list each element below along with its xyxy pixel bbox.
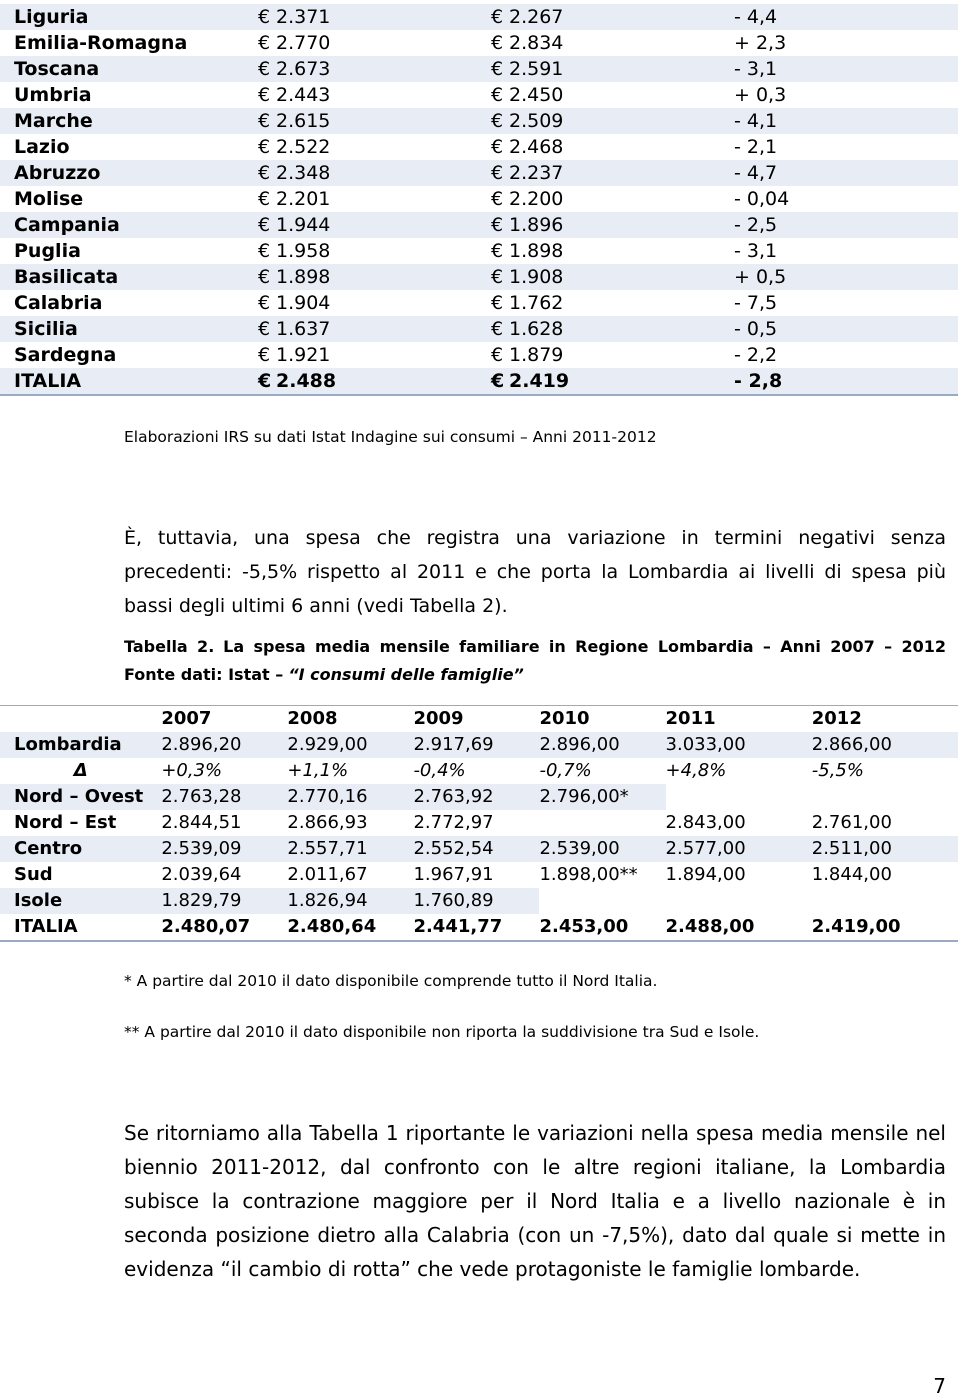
percent-change-value: - 3,1 [734, 240, 778, 262]
euro-symbol: € [491, 214, 504, 236]
spending-value: 1.894,00 [665, 864, 746, 885]
spending-value: 2.763,28 [161, 784, 287, 810]
spending-value: 3.033,00 [666, 732, 812, 758]
header-year: 2008 [287, 706, 413, 733]
spending-value: 2.557,71 [287, 836, 413, 862]
euro-symbol: € [491, 162, 504, 184]
spending-2011-value: 2.488 [276, 370, 337, 392]
spending-value: +0,3% [161, 760, 223, 781]
spending-2012-value: 1.898 [509, 240, 564, 262]
spending-2012 [487, 290, 728, 316]
header-empty-cell [0, 706, 161, 733]
euro-symbol: € [491, 240, 504, 262]
spending-2012 [487, 82, 728, 108]
percent-change [728, 186, 958, 212]
regional-spending-table [0, 4, 958, 396]
region-name: Emilia-Romagna [14, 32, 188, 54]
header-year: 2011 [666, 706, 812, 733]
table-row [0, 56, 958, 82]
spending-value: 2.539,09 [161, 836, 287, 862]
percent-change-value: - 2,2 [734, 344, 778, 366]
region-name: Lombardia [0, 732, 161, 758]
percent-change-value: - 2,5 [734, 214, 778, 236]
spending-value [539, 810, 665, 836]
region-name: Nord – Ovest [0, 784, 161, 810]
spending-value: +4,8% [665, 760, 727, 781]
euro-symbol: € [491, 58, 504, 80]
region-name: Molise [14, 188, 84, 210]
spending-2011-value: 1.921 [276, 344, 331, 366]
spending-value: 2.453,00 [539, 914, 665, 941]
percent-change-value: - 4,7 [734, 162, 778, 184]
euro-symbol: € [258, 318, 271, 340]
euro-symbol: € [491, 84, 504, 106]
spending-2012-value: 2.450 [509, 84, 564, 106]
table-row [0, 758, 958, 784]
spending-2011-value: 2.371 [276, 6, 331, 28]
spending-value: 2.917,69 [413, 732, 539, 758]
spending-2011-value: 1.904 [276, 292, 331, 314]
table-row [0, 862, 958, 888]
percent-change-value: - 0,04 [734, 188, 790, 210]
percent-change [728, 56, 958, 82]
euro-symbol: € [491, 318, 504, 340]
euro-symbol: € [258, 32, 271, 54]
region-name: Puglia [14, 240, 81, 262]
table2-caption-title: La spesa media mensile familiare in Regione Lombardia – Anni 2007 – 2012 Fonte dati: Istat – [124, 637, 946, 684]
spending-2012 [487, 56, 728, 82]
spending-value: 1.844,00 [811, 864, 892, 885]
spending-value: -0,7% [539, 760, 592, 781]
table2-caption-label: Tabella 2. [124, 637, 215, 656]
euro-symbol: € [491, 6, 504, 28]
region-name: Toscana [0, 56, 246, 82]
percent-change [728, 342, 958, 368]
table-row [0, 784, 958, 810]
spending-2011 [246, 82, 487, 108]
region-name: Liguria [0, 4, 246, 30]
table2-caption [124, 633, 946, 689]
spending-2012-value: 2.419 [509, 370, 570, 392]
euro-symbol: € [491, 136, 504, 158]
euro-symbol: € [258, 6, 271, 28]
spending-2012-value: 2.267 [509, 6, 564, 28]
spending-value [812, 784, 958, 810]
spending-value: 2.488,00 [666, 914, 812, 941]
table-total-row [0, 368, 958, 395]
spending-value: 1.760,89 [413, 888, 539, 914]
spending-value: 2.772,97 [413, 812, 494, 833]
spending-value: 2.441,77 [413, 914, 539, 941]
spending-value: 2.896,00 [539, 732, 665, 758]
spending-2012-value: 1.896 [509, 214, 564, 236]
percent-change [728, 212, 958, 238]
spending-2011-value: 1.898 [276, 266, 331, 288]
region-name: Calabria [14, 292, 103, 314]
spending-value: 2.039,64 [161, 864, 242, 885]
region-name: Umbria [14, 84, 92, 106]
euro-symbol: € [258, 188, 271, 210]
percent-change-value: - 4,1 [734, 110, 778, 132]
spending-2011 [246, 342, 487, 368]
spending-value [812, 888, 958, 914]
spending-2011-value: 1.944 [276, 214, 331, 236]
table-row [0, 160, 958, 186]
header-year: 2010 [539, 706, 665, 733]
spending-2012-value: 2.509 [509, 110, 564, 132]
paragraph-spending-decline: È, tuttavia, una spesa che registra una variazione in termini negativi senza precedenti: -5,5% rispetto al 2011 e che porta la Lombardia ai livelli di spesa più bassi degli ultimi 6 anni (vedi Tabella 2). [124, 527, 946, 617]
region-name: Δ [73, 760, 88, 781]
euro-symbol: € [258, 292, 271, 314]
spending-2011-value: 2.673 [276, 58, 331, 80]
spending-value: 2.763,92 [413, 784, 539, 810]
spending-2011 [246, 108, 487, 134]
spending-2011 [246, 238, 487, 264]
euro-symbol: € [491, 110, 504, 132]
spending-value: 2.011,67 [287, 864, 368, 885]
header-year: 2012 [812, 706, 958, 733]
euro-symbol: € [258, 344, 271, 366]
euro-symbol: € [258, 162, 271, 184]
spending-2012 [487, 134, 728, 160]
percent-change [728, 82, 958, 108]
euro-symbol: € [258, 110, 271, 132]
percent-change [728, 264, 958, 290]
table-row [0, 342, 958, 368]
spending-value: 2.511,00 [812, 836, 958, 862]
spending-2012 [487, 4, 728, 30]
euro-symbol: € [491, 32, 504, 54]
table-row [0, 810, 958, 836]
spending-value: -5,5% [811, 760, 864, 781]
spending-2012 [487, 342, 728, 368]
table-row [0, 30, 958, 56]
footnote-sud-isole: ** A partire dal 2010 il dato disponibile non riporta la suddivisione tra Sud e Isole. [124, 1023, 760, 1041]
percent-change [728, 160, 958, 186]
spending-2011 [246, 212, 487, 238]
region-name: Nord – Est [14, 812, 117, 833]
spending-2011 [246, 368, 487, 395]
page-number: 7 [933, 1374, 946, 1398]
euro-symbol: € [258, 84, 271, 106]
spending-2012 [487, 264, 728, 290]
spending-2012-value: 2.591 [509, 58, 564, 80]
euro-symbol: € [258, 58, 271, 80]
spending-2012 [487, 186, 728, 212]
spending-2012-value: 1.628 [509, 318, 564, 340]
spending-2012-value: 1.879 [509, 344, 564, 366]
spending-value: 2.929,00 [287, 732, 413, 758]
spending-value: 2.577,00 [666, 836, 812, 862]
spending-value: 1.829,79 [161, 888, 287, 914]
region-name: Campania [0, 212, 246, 238]
spending-value: +1,1% [287, 760, 349, 781]
region-name: Sicilia [0, 316, 246, 342]
spending-value: 2.419,00 [812, 914, 958, 941]
spending-value: 2.480,64 [287, 914, 413, 941]
spending-value: 1.898,00** [539, 864, 638, 885]
spending-2012 [487, 316, 728, 342]
spending-2012 [487, 30, 728, 56]
table-row [0, 4, 958, 30]
spending-value: 2.866,00 [812, 732, 958, 758]
spending-value: -0,4% [413, 760, 466, 781]
region-name: Sardegna [14, 344, 117, 366]
percent-change [728, 316, 958, 342]
table-total-row [0, 914, 958, 941]
spending-2012-value: 2.834 [509, 32, 564, 54]
table-row [0, 264, 958, 290]
spending-2011-value: 1.637 [276, 318, 331, 340]
spending-2011-value: 2.770 [276, 32, 331, 54]
region-name: Sud [14, 864, 53, 885]
table-row [0, 108, 958, 134]
table-row [0, 212, 958, 238]
percent-change [728, 238, 958, 264]
euro-symbol: € [258, 240, 271, 262]
paragraph-comparison: Se ritorniamo alla Tabella 1 riportante le variazioni nella spesa media mensile nel biennio 2011-2012, dal confronto con le altre regioni italiane, la Lombardia subisce la contrazione maggiore per il Nord Italia e a livello nazionale è in seconda posizione dietro alla Calabria (con un -7,5%), dato dal quale si mette in evidenza “il cambio di rotta” che vede protagoniste le famiglie lombarde. [124, 1121, 946, 1281]
spending-2011 [246, 4, 487, 30]
percent-change-value: + 0,5 [734, 266, 787, 288]
spending-2011-value: 2.615 [276, 110, 331, 132]
spending-value [666, 888, 812, 914]
region-name: ITALIA [0, 368, 246, 395]
euro-symbol: € [491, 266, 504, 288]
table-row [0, 82, 958, 108]
region-name: Centro [0, 836, 161, 862]
spending-value: 2.796,00* [539, 784, 665, 810]
spending-2012 [487, 368, 728, 395]
header-year: 2007 [161, 706, 287, 733]
percent-change [728, 108, 958, 134]
spending-value: 2.480,07 [161, 914, 287, 941]
percent-change [728, 368, 958, 395]
table-row [0, 290, 958, 316]
spending-2011 [246, 290, 487, 316]
region-name: Abruzzo [0, 160, 246, 186]
spending-2012-value: 2.200 [509, 188, 564, 210]
spending-value: 2.896,20 [161, 732, 287, 758]
spending-2011 [246, 56, 487, 82]
spending-2012 [487, 108, 728, 134]
table1-source-caption: Elaborazioni IRS su dati Istat Indagine sui consumi – Anni 2011-2012 [124, 428, 657, 446]
region-name: Basilicata [0, 264, 246, 290]
table-row [0, 186, 958, 212]
spending-value: 2.844,51 [161, 812, 242, 833]
table2-caption-source: “I consumi delle famiglie” [288, 665, 524, 684]
spending-2011 [246, 316, 487, 342]
percent-change [728, 134, 958, 160]
spending-2012-value: 1.762 [509, 292, 564, 314]
region-name: Lazio [14, 136, 70, 158]
spending-value: 2.761,00 [811, 812, 892, 833]
percent-change [728, 290, 958, 316]
percent-change [728, 30, 958, 56]
percent-change-value: - 4,4 [734, 6, 778, 28]
spending-2011-value: 2.201 [276, 188, 331, 210]
table-row [0, 316, 958, 342]
percent-change-value: - 7,5 [734, 292, 778, 314]
region-name: Isole [0, 888, 161, 914]
euro-symbol: € [491, 188, 504, 210]
table-row [0, 836, 958, 862]
footnote-nord: * A partire dal 2010 il dato disponibile comprende tutto il Nord Italia. [124, 972, 658, 990]
spending-value: 1.967,91 [413, 864, 494, 885]
spending-value [666, 784, 812, 810]
percent-change-value: + 0,3 [734, 84, 787, 106]
spending-2012 [487, 212, 728, 238]
table-row [0, 134, 958, 160]
table-header-row [0, 706, 958, 733]
region-name: ITALIA [0, 914, 161, 941]
spending-2011-value: 2.443 [276, 84, 331, 106]
spending-value: 2.843,00 [665, 812, 746, 833]
spending-2011 [246, 186, 487, 212]
euro-symbol: € [491, 292, 504, 314]
spending-value: 2.770,16 [287, 784, 413, 810]
spending-2012-value: 2.468 [509, 136, 564, 158]
region-name: Marche [0, 108, 246, 134]
spending-value: 2.539,00 [539, 836, 665, 862]
spending-2011 [246, 30, 487, 56]
euro-symbol: € [258, 370, 272, 392]
spending-2012 [487, 160, 728, 186]
spending-2012-value: 2.237 [509, 162, 564, 184]
spending-2012 [487, 238, 728, 264]
euro-symbol: € [258, 214, 271, 236]
table-row [0, 238, 958, 264]
table-row [0, 888, 958, 914]
spending-value: 1.826,94 [287, 888, 413, 914]
percent-change-value: - 2,8 [734, 370, 783, 392]
percent-change [728, 4, 958, 30]
spending-value: 2.552,54 [413, 836, 539, 862]
euro-symbol: € [258, 266, 271, 288]
spending-2011 [246, 264, 487, 290]
percent-change-value: - 0,5 [734, 318, 778, 340]
euro-symbol: € [491, 344, 504, 366]
header-year: 2009 [413, 706, 539, 733]
lombardia-spending-table [0, 705, 958, 942]
spending-value: 2.866,93 [287, 812, 368, 833]
table-row [0, 732, 958, 758]
spending-2011-value: 2.522 [276, 136, 331, 158]
euro-symbol: € [258, 136, 271, 158]
spending-2012-value: 1.908 [509, 266, 564, 288]
spending-value [539, 888, 665, 914]
percent-change-value: - 3,1 [734, 58, 778, 80]
spending-2011-value: 2.348 [276, 162, 331, 184]
percent-change-value: + 2,3 [734, 32, 787, 54]
spending-2011 [246, 160, 487, 186]
euro-symbol: € [491, 370, 505, 392]
percent-change-value: - 2,1 [734, 136, 778, 158]
spending-2011-value: 1.958 [276, 240, 331, 262]
spending-2011 [246, 134, 487, 160]
